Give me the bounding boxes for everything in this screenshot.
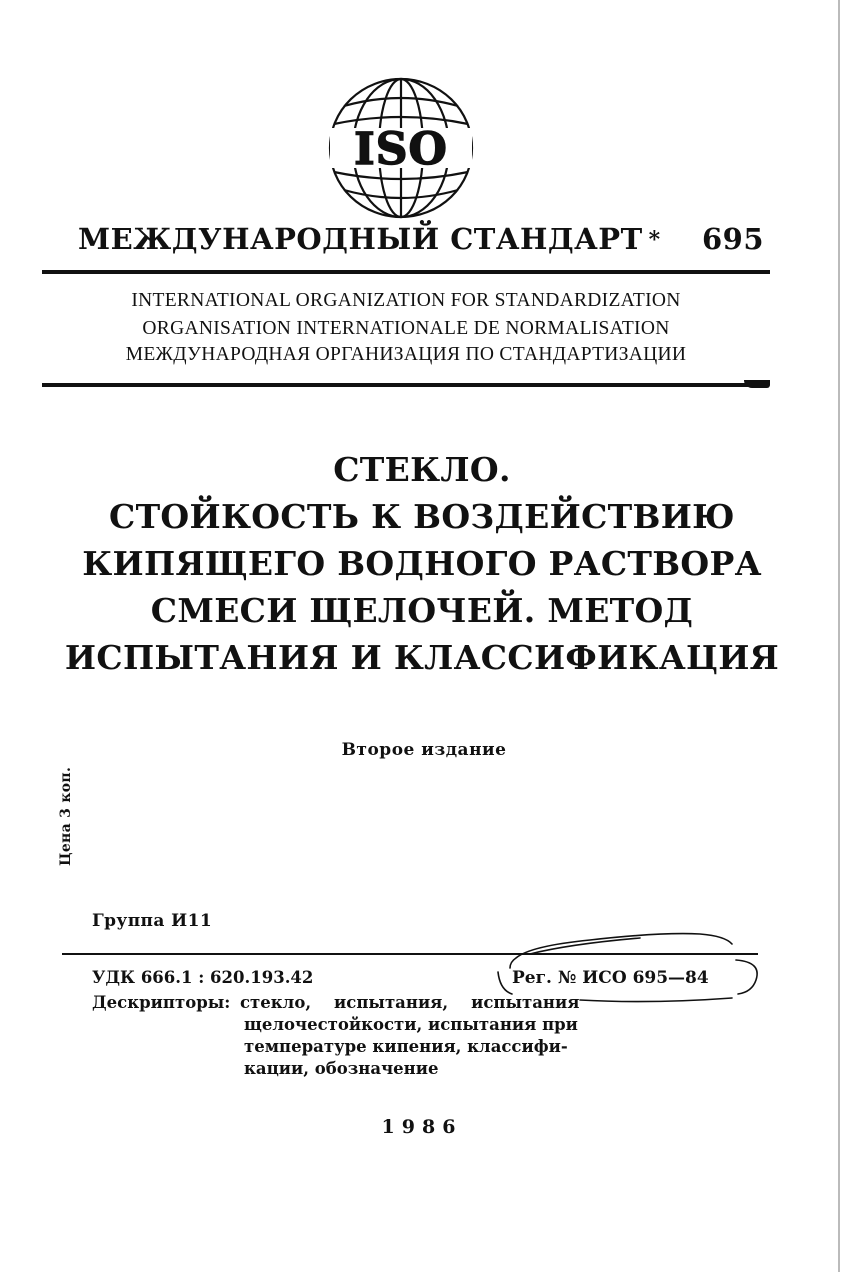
standard-header <box>78 222 778 256</box>
page-edge <box>838 0 840 1272</box>
title-line: СТОЙКОСТЬ К ВОЗДЕЙСТВИЮ <box>109 497 735 536</box>
publication-year: 1986 <box>381 1116 463 1138</box>
descriptor-line: температуре кипения, классифи- <box>244 1037 568 1056</box>
descriptors-label: Дескрипторы: <box>92 993 231 1012</box>
top-rule <box>42 270 770 274</box>
title-line: ИСПЫТАНИЯ И КЛАССИФИКАЦИЯ <box>64 638 780 677</box>
org-name-english: INTERNATIONAL ORGANIZATION FOR STANDARDIZATION <box>131 290 681 311</box>
standard-title: МЕЖДУНАРОДНЫЙ СТАНДАРТ <box>78 222 643 256</box>
title-line: КИПЯЩЕГО ВОДНОГО РАСТВОРА <box>82 544 762 583</box>
org-name-french: ORGANISATION INTERNATIONALE DE NORMALISATION <box>142 318 670 339</box>
title-line: СТЕКЛО. <box>333 450 511 489</box>
standard-number: 695 <box>702 222 765 256</box>
udc-code: УДК 666.1 : 620.193.42 <box>92 968 314 987</box>
price-label: Цена 3 коп. <box>58 766 74 866</box>
registration-number: Рег. № ИСО 695—84 <box>512 968 709 988</box>
descriptor-line: щелочестойкости, испытания при <box>244 1015 578 1034</box>
group-label: Группа И11 <box>92 911 213 931</box>
document-title <box>30 446 814 681</box>
descriptor-line: стекло, испытания, испытания <box>240 993 580 1012</box>
handwritten-annotation <box>470 920 770 1030</box>
rule-end-mark <box>744 380 770 388</box>
title-line: СМЕСИ ЩЕЛОЧЕЙ. МЕТОД <box>150 591 694 630</box>
org-name-russian: МЕЖДУНАРОДНАЯ ОРГАНИЗАЦИЯ ПО СТАНДАРТИЗАЦИИ <box>125 344 687 365</box>
iso-globe-logo <box>326 76 476 221</box>
bottom-rule <box>42 383 756 387</box>
star-mark: * <box>648 227 661 253</box>
edition-label: Второе издание <box>341 740 507 760</box>
logo-text: ISO <box>354 124 448 175</box>
descriptor-line: кации, обозначение <box>244 1059 439 1078</box>
